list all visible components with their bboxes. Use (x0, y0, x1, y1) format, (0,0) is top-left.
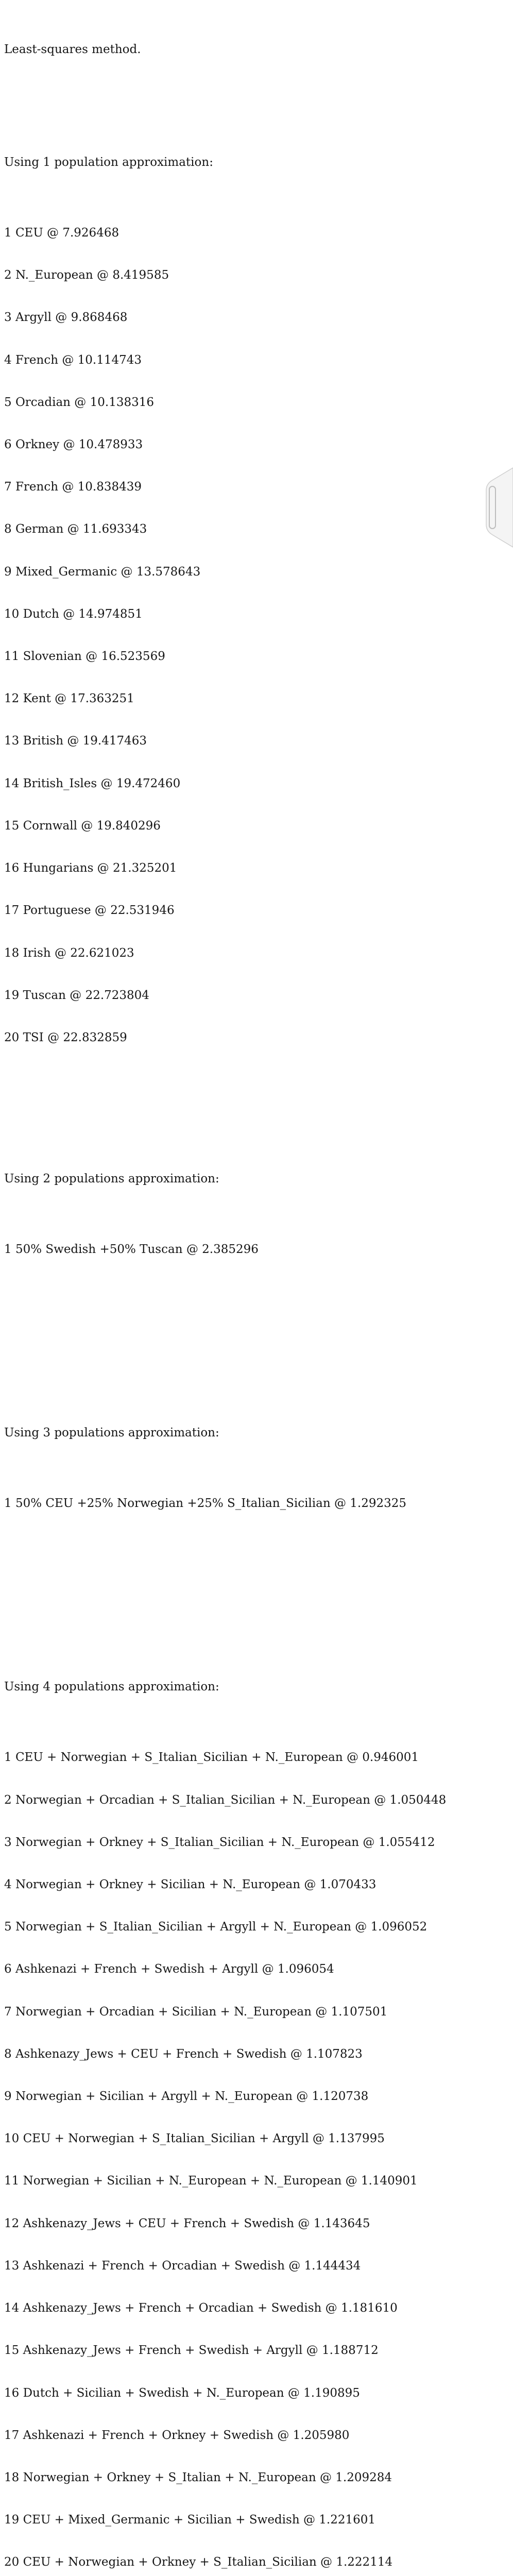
result-line: 1 CEU + Norwegian + S_Italian_Sicilian + N._European @ 0.946001 (4, 1751, 419, 1765)
result-list-3-populations (4, 1468, 468, 1539)
result-line: 6 Orkney @ 10.478933 (4, 438, 143, 452)
spacer (4, 1355, 468, 1369)
result-line: 9 Norwegian + Sicilian + Argyll + N._European @ 1.120738 (4, 2090, 369, 2104)
result-line: 1 CEU @ 7.926468 (4, 226, 119, 240)
spacer (4, 1313, 468, 1327)
result-line: 17 Ashkenazi + French + Orkney + Swedish @ 1.205980 (4, 2428, 350, 2442)
result-line: 20 TSI @ 22.832859 (4, 1030, 127, 1044)
result-line: 4 Norwegian + Orkney + Sicilian + N._European @ 1.070433 (4, 1878, 377, 1892)
method-title: Least-squares method. (4, 42, 141, 56)
section-heading-1-population: Using 1 population approximation: (4, 156, 213, 170)
result-line: 13 British @ 19.417463 (4, 734, 147, 748)
result-line: 3 Norwegian + Orkney + S_Italian_Sicilian + N._European @ 1.055412 (4, 1835, 435, 1849)
calculator-output (4, 14, 468, 2576)
grip-handle-icon (483, 468, 513, 547)
result-line: 16 Hungarians @ 21.325201 (4, 861, 177, 875)
result-list-4-populations (4, 1723, 468, 2576)
result-line: 11 Slovenian @ 16.523569 (4, 650, 165, 664)
result-line: 15 Cornwall @ 19.840296 (4, 819, 161, 833)
result-line: 1 50% Swedish +50% Tuscan @ 2.385296 (4, 1242, 259, 1256)
result-line: 5 Orcadian @ 10.138316 (4, 395, 154, 409)
result-line: 8 Ashkenazy_Jews + CEU + French + Swedish @ 1.107823 (4, 2047, 363, 2061)
spacer (4, 85, 468, 99)
result-line: 15 Ashkenazy_Jews + French + Swedish + Argyll @ 1.188712 (4, 2344, 379, 2358)
result-list-1-population (4, 198, 468, 1073)
result-line: 14 Ashkenazy_Jews + French + Orcadian + Swedish @ 1.181610 (4, 2301, 398, 2315)
result-line: 2 N._European @ 8.419585 (4, 268, 169, 282)
result-line: 4 French @ 10.114743 (4, 353, 142, 367)
result-line: 6 Ashkenazi + French + Swedish + Argyll @ 1.096054 (4, 1962, 334, 1976)
result-line: 12 Ashkenazy_Jews + CEU + French + Swedish @ 1.143645 (4, 2216, 370, 2230)
result-line: 16 Dutch + Sicilian + Swedish + N._European @ 1.190895 (4, 2386, 360, 2400)
result-line: 17 Portuguese @ 22.531946 (4, 904, 175, 918)
result-line: 2 Norwegian + Orcadian + S_Italian_Sicilian + N._European @ 1.050448 (4, 1793, 447, 1807)
result-line: 7 Norwegian + Orcadian + Sicilian + N._European @ 1.107501 (4, 2005, 388, 2019)
result-line: 10 CEU + Norwegian + S_Italian_Sicilian + Argyll @ 1.137995 (4, 2132, 385, 2146)
section-heading-2-populations: Using 2 populations approximation: (4, 1172, 219, 1185)
result-list-2-populations (4, 1214, 468, 1285)
result-line: 11 Norwegian + Sicilian + N._European + N._European @ 1.140901 (4, 2174, 418, 2188)
result-line: 3 Argyll @ 9.868468 (4, 311, 128, 325)
result-line: 5 Norwegian + S_Italian_Sicilian + Argyll + N._European @ 1.096052 (4, 1920, 427, 1934)
result-line: 13 Ashkenazi + French + Orcadian + Swedish @ 1.144434 (4, 2259, 361, 2273)
section-heading-4-populations: Using 4 populations approximation: (4, 1680, 219, 1694)
result-line: 19 Tuscan @ 22.723804 (4, 988, 149, 1002)
result-line: 19 CEU + Mixed_Germanic + Sicilian + Swedish @ 1.221601 (4, 2513, 375, 2527)
result-line: 9 Mixed_Germanic @ 13.578643 (4, 565, 201, 579)
edge-panel-handle[interactable] (483, 468, 513, 547)
result-line: 20 CEU + Norwegian + Orkney + S_Italian_Sicilian @ 1.222114 (4, 2555, 393, 2569)
section-heading-3-populations: Using 3 populations approximation: (4, 1426, 219, 1440)
result-line: 7 French @ 10.838439 (4, 480, 142, 494)
result-line: 8 German @ 11.693343 (4, 522, 147, 536)
result-line: 10 Dutch @ 14.974851 (4, 607, 143, 621)
result-line: 1 50% CEU +25% Norwegian +25% S_Italian_Sicilian @ 1.292325 (4, 1497, 407, 1511)
spacer (4, 1101, 468, 1115)
spacer (4, 1567, 468, 1581)
result-line: 18 Norwegian + Orkney + S_Italian + N._European @ 1.209284 (4, 2470, 392, 2484)
spacer (4, 1609, 468, 1623)
result-line: 14 British_Isles @ 19.472460 (4, 776, 181, 790)
result-line: 18 Irish @ 22.621023 (4, 946, 134, 960)
result-line: 12 Kent @ 17.363251 (4, 692, 134, 706)
